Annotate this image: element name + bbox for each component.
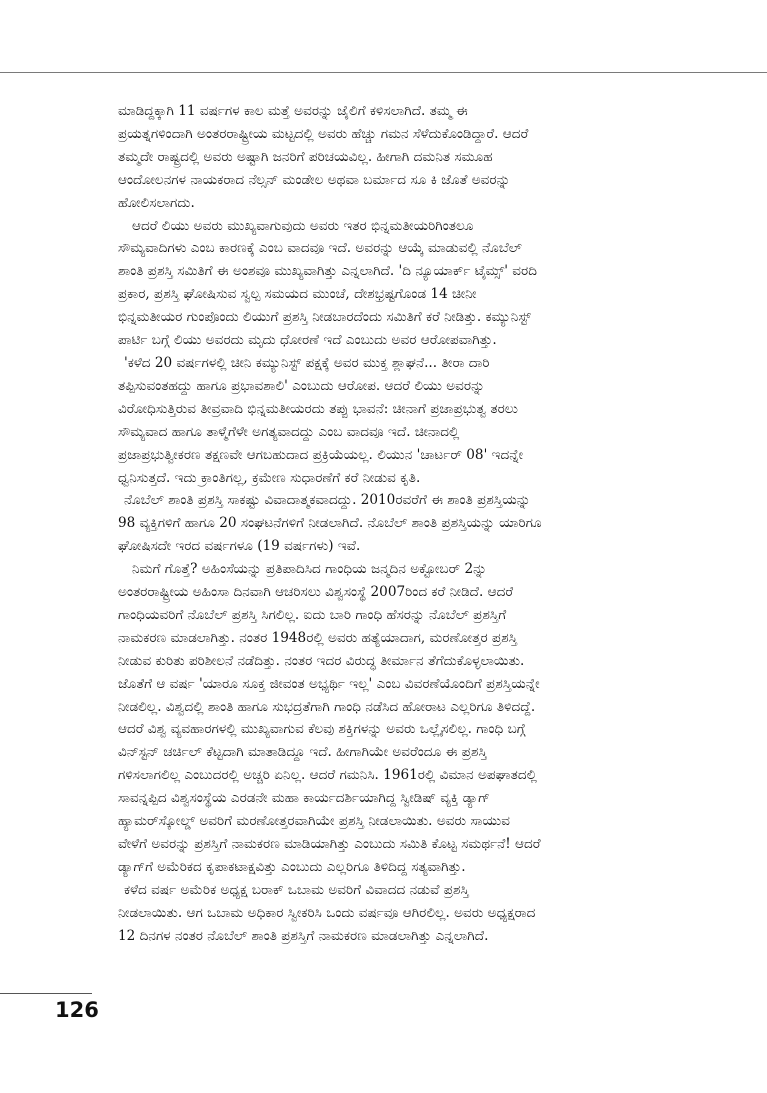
paragraph-3	[118, 352, 713, 489]
text-line: ಶಾಂತಿ ಪ್ರಶಸ್ತಿ ಸಮಿತಿಗೆ ಈ ಅಂಶವೂ ಮುಖ್ಯವಾಗಿತ್ತು ಎನ್ನಲಾಗಿದೆ. 'ದಿ ನ್ಯೂಯಾರ್ಕ್ ಟೈಮ್ಸ್' ವರದಿ	[118, 263, 537, 280]
text-line: ಸಾವನ್ನಪ್ಪಿದ ವಿಶ್ವಸಂಸ್ಥೆಯ ಎರಡನೇ ಮಹಾ ಕಾರ್ಯದರ್ಶಿಯಾಗಿದ್ದ ಸ್ವೀಡಿಷ್ ವ್ಯಕ್ತಿ ಡ್ಯಾಗ್	[118, 790, 490, 807]
text-line: ವಿರೋಧಿಸುತ್ತಿರುವ ತೀವ್ರವಾದಿ ಭಿನ್ನಮತೀಯರದು ತಪ್ಪು ಭಾವನೆ: ಚೀನಾಗೆ ಪ್ರಜಾಪ್ರಭುತ್ವ ತರಲು	[118, 400, 518, 417]
text-line: ನೀಡುವ ಕುರಿತು ಪರಿಶೀಲನೆ ನಡೆದಿತ್ತು. ನಂತರ ಇದರ ವಿರುದ್ಧ ತೀರ್ಮಾನ ತೆಗೆದುಕೊಳ್ಳಲಾಯಿತು.	[118, 652, 525, 669]
paragraph-1	[118, 100, 713, 215]
text-line: ಘೋಷಿಸದೇ ಇರದ ವರ್ಷಗಳೂ (19 ವರ್ಷಗಳು) ಇವೆ.	[118, 538, 361, 555]
text-line: ನೊಬೆಲ್ ಶಾಂತಿ ಪ್ರಶಸ್ತಿ ಸಾಕಷ್ಟು ವಿವಾದಾತ್ಮಕವಾದದ್ದು. 2010ರವರೆಗೆ ಈ ಶಾಂತಿ ಪ್ರಶಸ್ತಿಯನ್ನು	[124, 492, 531, 509]
text-line: ನೀಡಲಾಯಿತು. ಆಗ ಒಬಾಮ ಅಧಿಕಾರ ಸ್ವೀಕರಿಸಿ ಒಂದು ವರ್ಷವೂ ಆಗಿರಲಿಲ್ಲ. ಅವರು ಅಧ್ಯಕ್ಷರಾದ	[118, 904, 536, 921]
text-line: ಕಳೆದ ವರ್ಷ ಅಮೆರಿಕ ಅಧ್ಯಕ್ಷ ಬರಾಕ್ ಒಬಾಮ ಅವರಿಗೆ ವಿವಾದದ ನಡುವೆ ಪ್ರಶಸ್ತಿ	[124, 881, 469, 898]
text-line: ಆದರೆ ವಿಶ್ವ ವ್ಯವಹಾರಗಳಲ್ಲಿ ಮುಖ್ಯವಾಗುವ ಕೆಲವು ಶಕ್ತಿಗಳನ್ನು ಅವರು ಒಲ್ಲೈಸಲಿಲ್ಲ. ಗಾಂಧಿ ಬಗ್ಗೆ	[118, 721, 526, 738]
text-line: ಹ್ಯಾಮರ್‌ಸ್ಕೋಲ್ಡ್ ಅವರಿಗೆ ಮರಣೋತ್ತರವಾಗಿಯೇ ಪ್ರಶಸ್ತಿ ನೀಡಲಾಯಿತು. ಅವರು ಸಾಯುವ	[118, 813, 510, 830]
text-line: 'ಕಳೆದ 20 ವರ್ಷಗಳಲ್ಲಿ ಚೀನಿ ಕಮ್ಯುನಿಸ್ಟ್ ಪಕ್ಷಕ್ಕೆ ಅವರ ಮುಕ್ತ ಶ್ಲಾಘನೆ... ತೀರಾ ದಾರಿ	[124, 354, 490, 371]
text-line: ನಿಮಗೆ ಗೊತ್ತೆ? ಅಹಿಂಸೆಯನ್ನು ಪ್ರತಿಪಾದಿಸಿದ ಗಾಂಧಿಯ ಜನ್ಮದಿನ ಅಕ್ಟೋಬರ್ 2ನ್ನು	[132, 561, 487, 578]
text-line: ಪಾರ್ಟಿ ಬಗ್ಗೆ ಲಿಯು ಅವರದು ಮೃದು ಧೋರಣೆ ಇದೆ ಎಂಬುದು ಅವರ ಆರೋಪವಾಗಿತ್ತು.	[118, 332, 497, 349]
text-line: ಗಳಿಸಲಾಗಲಿಲ್ಲ ಎಂಬುದರಲ್ಲಿ ಅಚ್ಚರಿ ಏನಿಲ್ಲ. ಆದರೆ ಗಮನಿಸಿ. 1961ರಲ್ಲಿ ವಿಮಾನ ಅಪಘಾತದಲ್ಲಿ	[118, 767, 537, 784]
paragraph-4	[118, 489, 713, 558]
page-number: 126	[55, 998, 99, 1022]
text-line: ನೀಡಲಿಲ್ಲ. ವಿಶ್ವದಲ್ಲಿ ಶಾಂತಿ ಹಾಗೂ ಸುಭದ್ರತೆಗಾಗಿ ಗಾಂಧಿ ನಡೆಸಿದ ಹೋರಾಟ ಎಲ್ಲರಿಗೂ ತಿಳಿದದ್ದೆ.	[118, 698, 536, 715]
text-line: ಸೌಮ್ಯವಾದ ಹಾಗೂ ತಾಳ್ಮೆಗೆಳೇ ಅಗತ್ಯವಾದದ್ದು ಎಂಬ ವಾದವೂ ಇದೆ. ಚೀನಾದಲ್ಲಿ	[118, 423, 460, 440]
text-line: ಡ್ಯಾಗ್‌ಗೆ ಅಮೆರಿಕದ ಕೃಪಾಕಟಾಕ್ಷವಿತ್ತು ಎಂಬುದು ಎಲ್ಲರಿಗೂ ತಿಳಿದಿದ್ದ ಸತ್ಯವಾಗಿತ್ತು.	[118, 858, 466, 875]
text-line: ನಾಮಕರಣ ಮಾಡಲಾಗಿತ್ತು. ನಂತರ 1948ರಲ್ಲಿ ಅವರು ಹತ್ಯೆಯಾದಾಗ, ಮರಣೋತ್ತರ ಪ್ರಶಸ್ತಿ	[118, 629, 518, 646]
text-line: 98 ವ್ಯಕ್ತಿಗಳಿಗೆ ಹಾಗೂ 20 ಸಂಘಟನೆಗಳಿಗೆ ನೀಡಲಾಗಿದೆ. ನೊಬೆಲ್ ಶಾಂತಿ ಪ್ರಶಸ್ತಿಯನ್ನು ಯಾರಿಗೂ	[118, 515, 542, 532]
text-line: ವೇಳೆಗೆ ಅವರನ್ನು ಪ್ರಶಸ್ತಿಗೆ ನಾಮಕರಣ ಮಾಡಿಯಾಗಿತ್ತು ಎಂಬುದು ಸಮಿತಿ ಕೊಟ್ಟ ಸಮರ್ಥನೆ! ಆದರೆ	[118, 836, 541, 852]
text-line: ಆದರೆ ಲಿಯು ಅವರು ಮುಖ್ಯವಾಗುವುದು ಅವರು ಇತರ ಭಿನ್ನಮತೀಯರಿಗಿಂತಲೂ	[132, 217, 474, 234]
text-line: ಆಂದೋಲನಗಳ ನಾಯಕರಾದ ನೆಲ್ಸನ್ ಮಂಡೇಲ ಅಥವಾ ಬರ್ಮಾದ ಸೂ ಕಿ ಜೊತೆ ಅವರನ್ನು	[118, 171, 511, 188]
text-line: ವಿನ್‌ಸ್ಟನ್ ಚರ್ಚಿಲ್ ಕೆಟ್ಟದಾಗಿ ಮಾತಾಡಿದ್ದೂ ಇದೆ. ಹೀಗಾಗಿಯೇ ಅವರೆಂದೂ ಈ ಪ್ರಶಸ್ತಿ	[118, 744, 487, 761]
text-line: ಮಾಡಿದ್ದಕ್ಕಾಗಿ 11 ವರ್ಷಗಳ ಕಾಲ ಮತ್ತೆ ಅವರನ್ನು ಜೈಲಿಗೆ ಕಳಿಸಲಾಗಿದೆ. ತಮ್ಮ ಈ	[118, 103, 468, 119]
text-line: 12 ದಿನಗಳ ನಂತರ ನೊಬೆಲ್ ಶಾಂತಿ ಪ್ರಶಸ್ತಿಗೆ ನಾಮಕರಣ ಮಾಡಲಾಗಿತ್ತು ಎನ್ನಲಾಗಿದೆ.	[118, 927, 489, 944]
text-line: ತಪ್ಪಿಸುವಂತಹದ್ದು ಹಾಗೂ ಪ್ರಭಾವಶಾಲಿ' ಎಂಬುದು ಆರೋಪ. ಆದರೆ ಲಿಯು ಅವರನ್ನು	[118, 377, 485, 394]
text-line: ಪ್ರಯತ್ನಗಳಿಂದಾಗಿ ಅಂತರರಾಷ್ಟ್ರೀಯ ಮಟ್ಟದಲ್ಲಿ ಅವರು ಹೆಚ್ಚು ಗಮನ ಸೆಳೆದುಕೊಂಡಿದ್ದಾರೆ. ಆದರೆ	[118, 125, 529, 142]
text-line: ಧ್ವನಿಸುತ್ತದೆ. ಇದು ಕ್ರಾಂತಿಗಲ್ಲ, ಕ್ರಮೇಣ ಸುಧಾರಣೆಗೆ ಕರೆ ನೀಡುವ ಕೃತಿ.	[118, 469, 421, 486]
text-line: ಭಿನ್ನಮತೀಯರ ಗುಂಪೊಂದು ಲಿಯುಗೆ ಪ್ರಶಸ್ತಿ ನೀಡಬಾರದೆಂದು ಸಮಿತಿಗೆ ಕರೆ ನೀಡಿತ್ತು. ಕಮ್ಯುನಿಸ್ಟ್	[118, 309, 531, 326]
paragraph-6	[118, 879, 713, 948]
text-line: ಗಾಂಧಿಯವರಿಗೆ ನೊಬೆಲ್ ಪ್ರಶಸ್ತಿ ಸಿಗಲಿಲ್ಲ. ಐದು ಬಾರಿ ಗಾಂಧಿ ಹೆಸರನ್ನು ನೊಬೆಲ್ ಪ್ರಶಸ್ತಿಗೆ	[118, 606, 507, 623]
body-text	[118, 100, 713, 948]
paragraph-2	[118, 215, 713, 352]
top-rule	[0, 72, 767, 73]
text-line: ಜೊತೆಗೆ ಆ ವರ್ಷ 'ಯಾರೂ ಸೂಕ್ತ ಜೀವಂತ ಅಭ್ಯರ್ಥಿ ಇಲ್ಲ' ಎಂಬ ವಿವರಣೆಯೊಂದಿಗೆ ಪ್ರಶಸ್ತಿಯನ್ನೇ	[118, 675, 540, 692]
footer-rule	[0, 993, 92, 994]
text-line: ಪ್ರಕಾರ, ಪ್ರಶಸ್ತಿ ಘೋಷಿಸುವ ಸ್ವಲ್ಪ ಸಮಯದ ಮುಂಚೆ, ದೇಶಭ್ರಷ್ಟಗೊಂಡ 14 ಚೀನೀ	[118, 286, 477, 303]
text-line: ಸೌಮ್ಯವಾದಿಗಳು ಎಂಬ ಕಾರಣಕ್ಕೆ ಎಂಬ ವಾದವೂ ಇದೆ. ಅವರನ್ನು ಆಯ್ಕೆ ಮಾಡುವಲ್ಲಿ ನೊಬೆಲ್	[118, 240, 522, 257]
text-line: ತಮ್ಮದೇ ರಾಷ್ಟ್ರದಲ್ಲಿ ಅವರು ಅಷ್ಟಾಗಿ ಜನರಿಗೆ ಪರಿಚಯವಿಲ್ಲ. ಹೀಗಾಗಿ ದಮನಿತ ಸಮೂಹ	[118, 148, 493, 165]
text-line: ಹೋಲಿಸಲಾಗದು.	[118, 194, 195, 211]
paragraph-5	[118, 558, 713, 879]
text-line: ಅಂತರರಾಷ್ಟ್ರೀಯ ಅಹಿಂಸಾ ದಿನವಾಗಿ ಆಚರಿಸಲು ವಿಶ್ವಸಂಸ್ಥೆ 2007ರಿಂದ ಕರೆ ನೀಡಿದೆ. ಆದರೆ	[118, 584, 514, 601]
text-line: ಪ್ರಜಾಪ್ರಭುತ್ವೀಕರಣ ತಕ್ಷಣವೇ ಆಗಬಹುದಾದ ಪ್ರಕ್ರಿಯೆಯಲ್ಲ. ಲಿಯುನ 'ಚಾರ್ಟರ್ 08' ಇದನ್ನೇ	[118, 446, 524, 463]
